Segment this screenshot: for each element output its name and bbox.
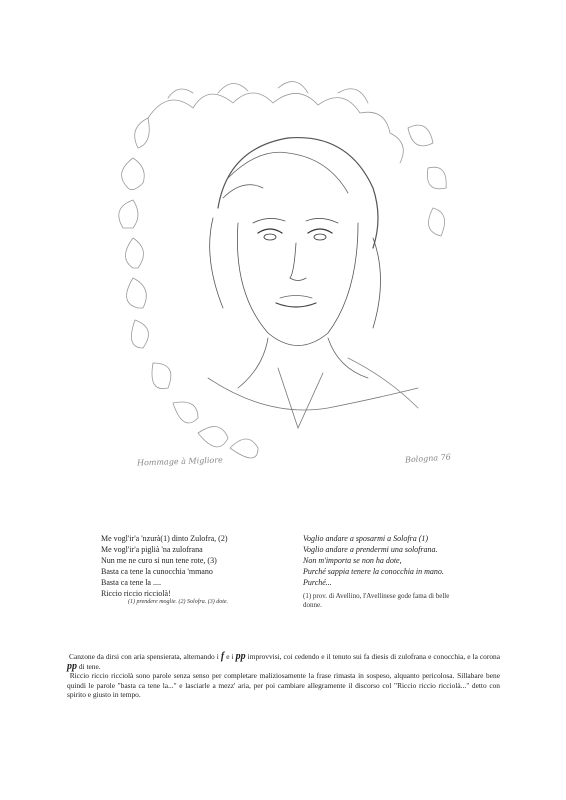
commentary-paragraph-2: Riccio riccio ricciolà sono parole senza senso per completare maliziosamente la frase rimasta in sospeso, alquanto pericolosa. Sillabare bene quindi le parole "basta ca tene la..." e lasciarle a mezz' aria, per poi cambiare allegramente il discorso col "Riccio riccio ricciolà..." detto con spirito e giusto in tempo. <box>67 671 500 700</box>
commentary <box>67 652 500 700</box>
footnote-translation: (1) prov. di Avellino, l'Avellinese gode fama di belle donne. <box>303 592 450 609</box>
dynamic-pianissimo: pp <box>235 651 246 662</box>
dynamic-forte: f <box>220 651 225 662</box>
translation-line: Purché sappia tenere la conocchia in mano. <box>303 567 444 576</box>
translation-line: Voglio andare a sposarmi a Solofra (1) <box>303 534 429 543</box>
commentary-paragraph-1: Canzone da dirsi con aria spensierata, alternando i f e i pp improvvisi, coi cedendo e il tenuto sui fa diesis di zulofrana e conocchia, e la corona pp di tene. <box>67 651 500 672</box>
translation-line: Voglio andare a prendermi una solofrana. <box>303 545 438 554</box>
footnote-original: (1) prendere moglie. (2) Solofra. (3) dote. <box>128 599 229 605</box>
signature-right: Bologna 76 <box>404 452 452 465</box>
portrait-sketch-icon <box>108 58 468 478</box>
translation-line: Purché... <box>303 578 332 587</box>
song-translation <box>303 533 483 588</box>
song-line: Riccio riccio ricciolà! <box>101 589 171 598</box>
song-line: Me vogl'ir'a piglià 'na zulofrana <box>101 545 203 554</box>
song-line: Me vogl'ir'a 'nzurà(1) dinto Zulofra, (2) <box>101 534 228 543</box>
song-line: Nun me ne curo si nun tene rote, (3) <box>101 556 217 565</box>
portrait-sketch <box>108 58 468 478</box>
signature-left: Hommage à Migliore <box>136 455 223 468</box>
translation-line: Non m'importa se non ha dote, <box>303 556 402 565</box>
song-line: Basta ca tene la .... <box>101 578 161 587</box>
song-line: Basta ca tene la cunocchia 'mmano <box>101 567 213 576</box>
song-original <box>101 533 281 599</box>
dynamic-pianissimo: pp <box>67 660 77 672</box>
